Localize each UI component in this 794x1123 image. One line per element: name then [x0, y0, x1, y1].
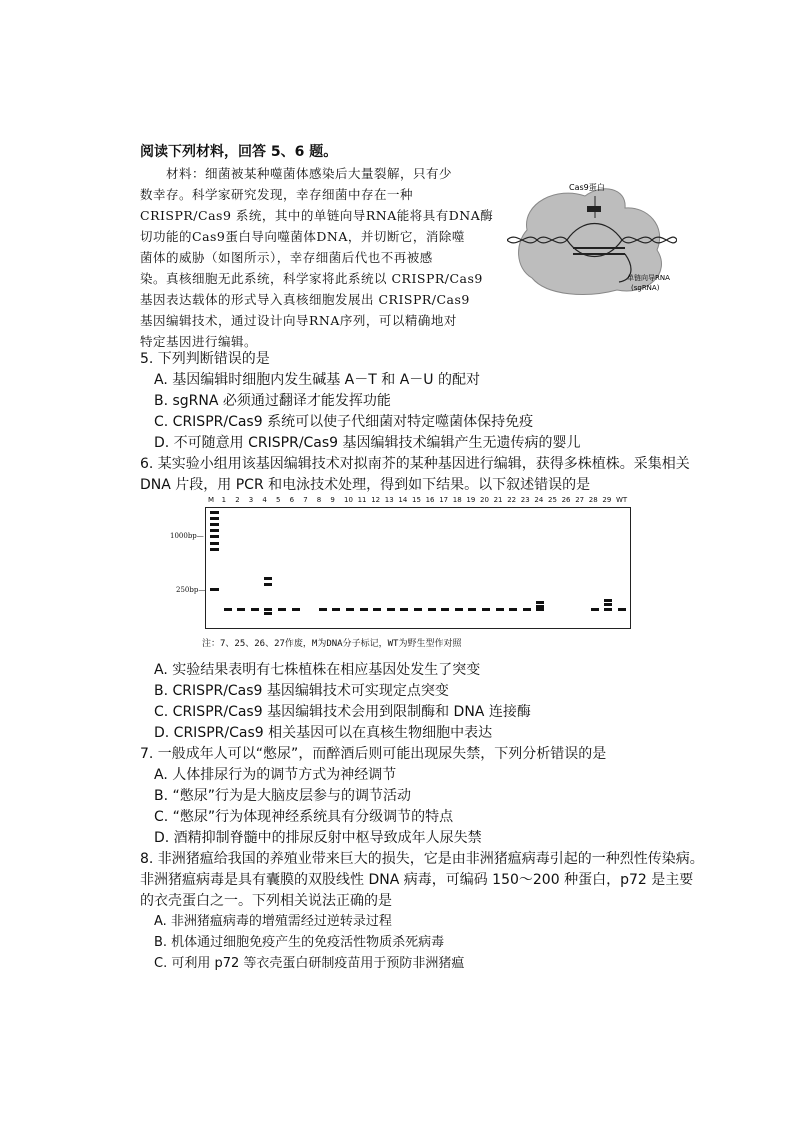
gel-band: [224, 608, 232, 611]
gel-band: [604, 599, 612, 602]
gel-lane-label: 28: [588, 496, 598, 504]
gel-band: [264, 583, 272, 586]
reading-header: 阅读下列材料，回答 5、6 题。: [140, 144, 338, 160]
q7-option-d: D. 酒精抑制脊髓中的排尿反射中枢导致成年人尿失禁: [154, 830, 482, 846]
gel-band: [536, 601, 544, 604]
gel-band: [332, 608, 340, 611]
q8-option-b: B. 机体通过细胞免疫产生的免疫活性物质杀死病毒: [154, 935, 445, 950]
q8-stem-cont: 非洲猪瘟病毒是具有囊膜的双股线性 DNA 病毒，可编码 150～200 种蛋白，p72 是主要: [140, 872, 694, 888]
q5-stem: 5. 下列判断错误的是: [140, 351, 270, 367]
cas9-illustration: [507, 178, 677, 298]
gel-lane-label: 12: [371, 496, 381, 504]
size-marker-250: 250bp—: [176, 586, 206, 594]
gel-band: [468, 608, 476, 611]
gel-band: [604, 603, 612, 606]
q6-option-a: A. 实验结果表明有七株植株在相应基因处发生了突变: [154, 662, 481, 678]
q6-option-c: C. CRISPR/Cas9 基因编辑技术会用到限制酶和 DNA 连接酶: [154, 704, 531, 720]
gel-band: [278, 608, 286, 611]
gel-lane-label: 17: [439, 496, 449, 504]
q8-option-c: C. 可利用 p72 等衣壳蛋白研制疫苗用于预防非洲猪瘟: [154, 956, 465, 971]
gel-lane-label: 29: [602, 496, 612, 504]
gel-band: [210, 535, 219, 538]
gel-band: [237, 608, 245, 611]
q8-stem: 8. 非洲猪瘟给我国的养殖业带来巨大的损失，它是由非洲猪瘟病毒引起的一种烈性传染病。: [140, 851, 704, 867]
gel-band: [482, 608, 490, 611]
q6-option-b: B. CRISPR/Cas9 基因编辑技术可实现定点突变: [154, 683, 449, 699]
gel-band: [387, 608, 395, 611]
q7-stem: 7. 一般成年人可以“憋尿”，而醉酒后则可能出现尿失禁，下列分析错误的是: [140, 746, 607, 762]
gel-band: [210, 588, 219, 591]
gel-band: [264, 612, 272, 615]
gel-band: [414, 608, 422, 611]
gel-lane-label: 3: [248, 496, 254, 504]
q5-option-c: C. CRISPR/Cas9 系统可以使子代细菌对特定噬菌体保持免疫: [154, 414, 534, 430]
gel-lane-label: 27: [575, 496, 585, 504]
sgrna-label: 单链向导RNA: [627, 274, 670, 282]
gel-lane-label: 14: [398, 496, 408, 504]
q6-stem: 6. 某实验小组用该基因编辑技术对拟南芥的某种基因进行编辑，获得多株植株。采集相关: [140, 456, 690, 472]
gel-band: [210, 529, 219, 532]
q5-option-a: A. 基因编辑时细胞内发生碱基 A－T 和 A－U 的配对: [154, 372, 480, 388]
sgrna-abbrev-label: (sgRNA): [631, 284, 660, 292]
gel-band: [210, 523, 219, 526]
material-line: 染。真核细胞无此系统，科学家将此系统以 CRISPR/Cas9: [140, 271, 483, 286]
gel-lane-label: 13: [384, 496, 394, 504]
gel-band: [210, 548, 219, 551]
cas9-figure: [507, 178, 677, 298]
size-marker-1000: 1000bp—: [170, 532, 204, 540]
material-line: 菌体的威胁（如图所示），幸存细菌后代也不再被感: [140, 250, 433, 265]
gel-band: [536, 605, 544, 608]
gel-band: [264, 608, 272, 611]
gel-lane-label: 26: [561, 496, 571, 504]
electrophoresis-gel: [205, 507, 631, 629]
gel-band: [373, 608, 381, 611]
gel-lane-label: 2: [235, 496, 240, 504]
gel-lane-label: 15: [412, 496, 421, 504]
gel-lane-label: 7: [303, 496, 308, 504]
gel-band: [536, 608, 544, 611]
gel-band: [604, 608, 612, 611]
q8-option-a: A. 非洲猪瘟病毒的增殖需经过逆转录过程: [154, 914, 392, 929]
q8-stem-cont-2: 的衣壳蛋白之一。下列相关说法正确的是: [140, 893, 392, 909]
material-line: 数幸存。科学家研究发现，幸存细菌中存在一种: [140, 187, 414, 202]
gel-lane-label: 24: [534, 496, 544, 504]
gel-band: [591, 608, 599, 611]
material-line: CRISPR/Cas9 系统，其中的单链向导RNA能将具有DNA酶: [140, 208, 494, 223]
gel-lane-label: 4: [262, 496, 267, 504]
gel-band: [264, 577, 272, 580]
gel-lane-label: 22: [507, 496, 517, 504]
gel-band: [346, 608, 354, 611]
cas9-label: Cas9蛋白: [569, 183, 605, 192]
q7-option-b: B. “憋尿”行为是大脑皮层参与的调节活动: [154, 788, 412, 804]
gel-lane-label: M: [208, 496, 215, 504]
gel-band: [400, 608, 408, 611]
q6-stem-cont: DNA 片段，用 PCR 和电泳技术处理，得到如下结果。以下叙述错误的是: [140, 477, 591, 493]
gel-band: [428, 608, 436, 611]
gel-lane-label: 6: [289, 496, 295, 504]
gel-lane-label: 1: [221, 496, 227, 504]
material-line: 材料：细菌被某种噬菌体感染后大量裂解，只有少: [166, 166, 453, 181]
gel-band: [292, 608, 300, 611]
gel-band: [523, 608, 531, 611]
gel-band: [618, 608, 626, 611]
material-line: 特定基因进行编辑。: [140, 334, 258, 349]
gel-note: 注：7、25、26、27作废，M为DNA分子标记，WT为野生型作对照: [202, 639, 462, 649]
gel-band: [455, 608, 463, 611]
gel-lane-label: 18: [452, 496, 462, 504]
q5-option-b: B. sgRNA 必须通过翻译才能发挥功能: [154, 393, 391, 409]
gel-lane-label: 16: [425, 496, 435, 504]
gel-lane-label: 5: [276, 496, 281, 504]
gel-lane-label: 11: [357, 496, 367, 504]
gel-band: [441, 608, 449, 611]
gel-band: [496, 608, 504, 611]
material-line: 基因编辑技术，通过设计向导RNA序列，可以精确地对: [140, 313, 457, 328]
gel-band: [509, 608, 517, 611]
gel-band: [210, 517, 219, 520]
gel-lane-label: 23: [520, 496, 530, 504]
gel-lane-label: 10: [344, 496, 353, 504]
gel-band: [210, 542, 219, 545]
gel-lane-label: WT: [616, 496, 628, 504]
gel-lane-label: 21: [493, 496, 503, 504]
gel-lane-label: 20: [480, 496, 489, 504]
gel-lane-label: 8: [316, 496, 322, 504]
material-line: 基因表达载体的形式导入真核细胞发展出 CRISPR/Cas9: [140, 292, 470, 307]
q7-option-c: C. “憋尿”行为体现神经系统具有分级调节的特点: [154, 809, 454, 825]
gel-band: [210, 511, 219, 514]
q6-option-d: D. CRISPR/Cas9 相关基因可以在真核生物细胞中表达: [154, 725, 493, 741]
material-line: 切功能的Cas9蛋白导向噬菌体DNA，并切断它，消除噬: [140, 229, 465, 244]
q5-option-d: D. 不可随意用 CRISPR/Cas9 基因编辑技术编辑产生无遗传病的婴儿: [154, 435, 581, 451]
q7-option-a: A. 人体排尿行为的调节方式为神经调节: [154, 767, 397, 783]
gel-band: [360, 608, 368, 611]
gel-band: [319, 608, 327, 611]
gel-lane-label: 25: [548, 496, 557, 504]
gel-lane-label: 19: [466, 496, 476, 504]
gel-band: [251, 608, 259, 611]
gel-lane-label: 9: [330, 496, 335, 504]
